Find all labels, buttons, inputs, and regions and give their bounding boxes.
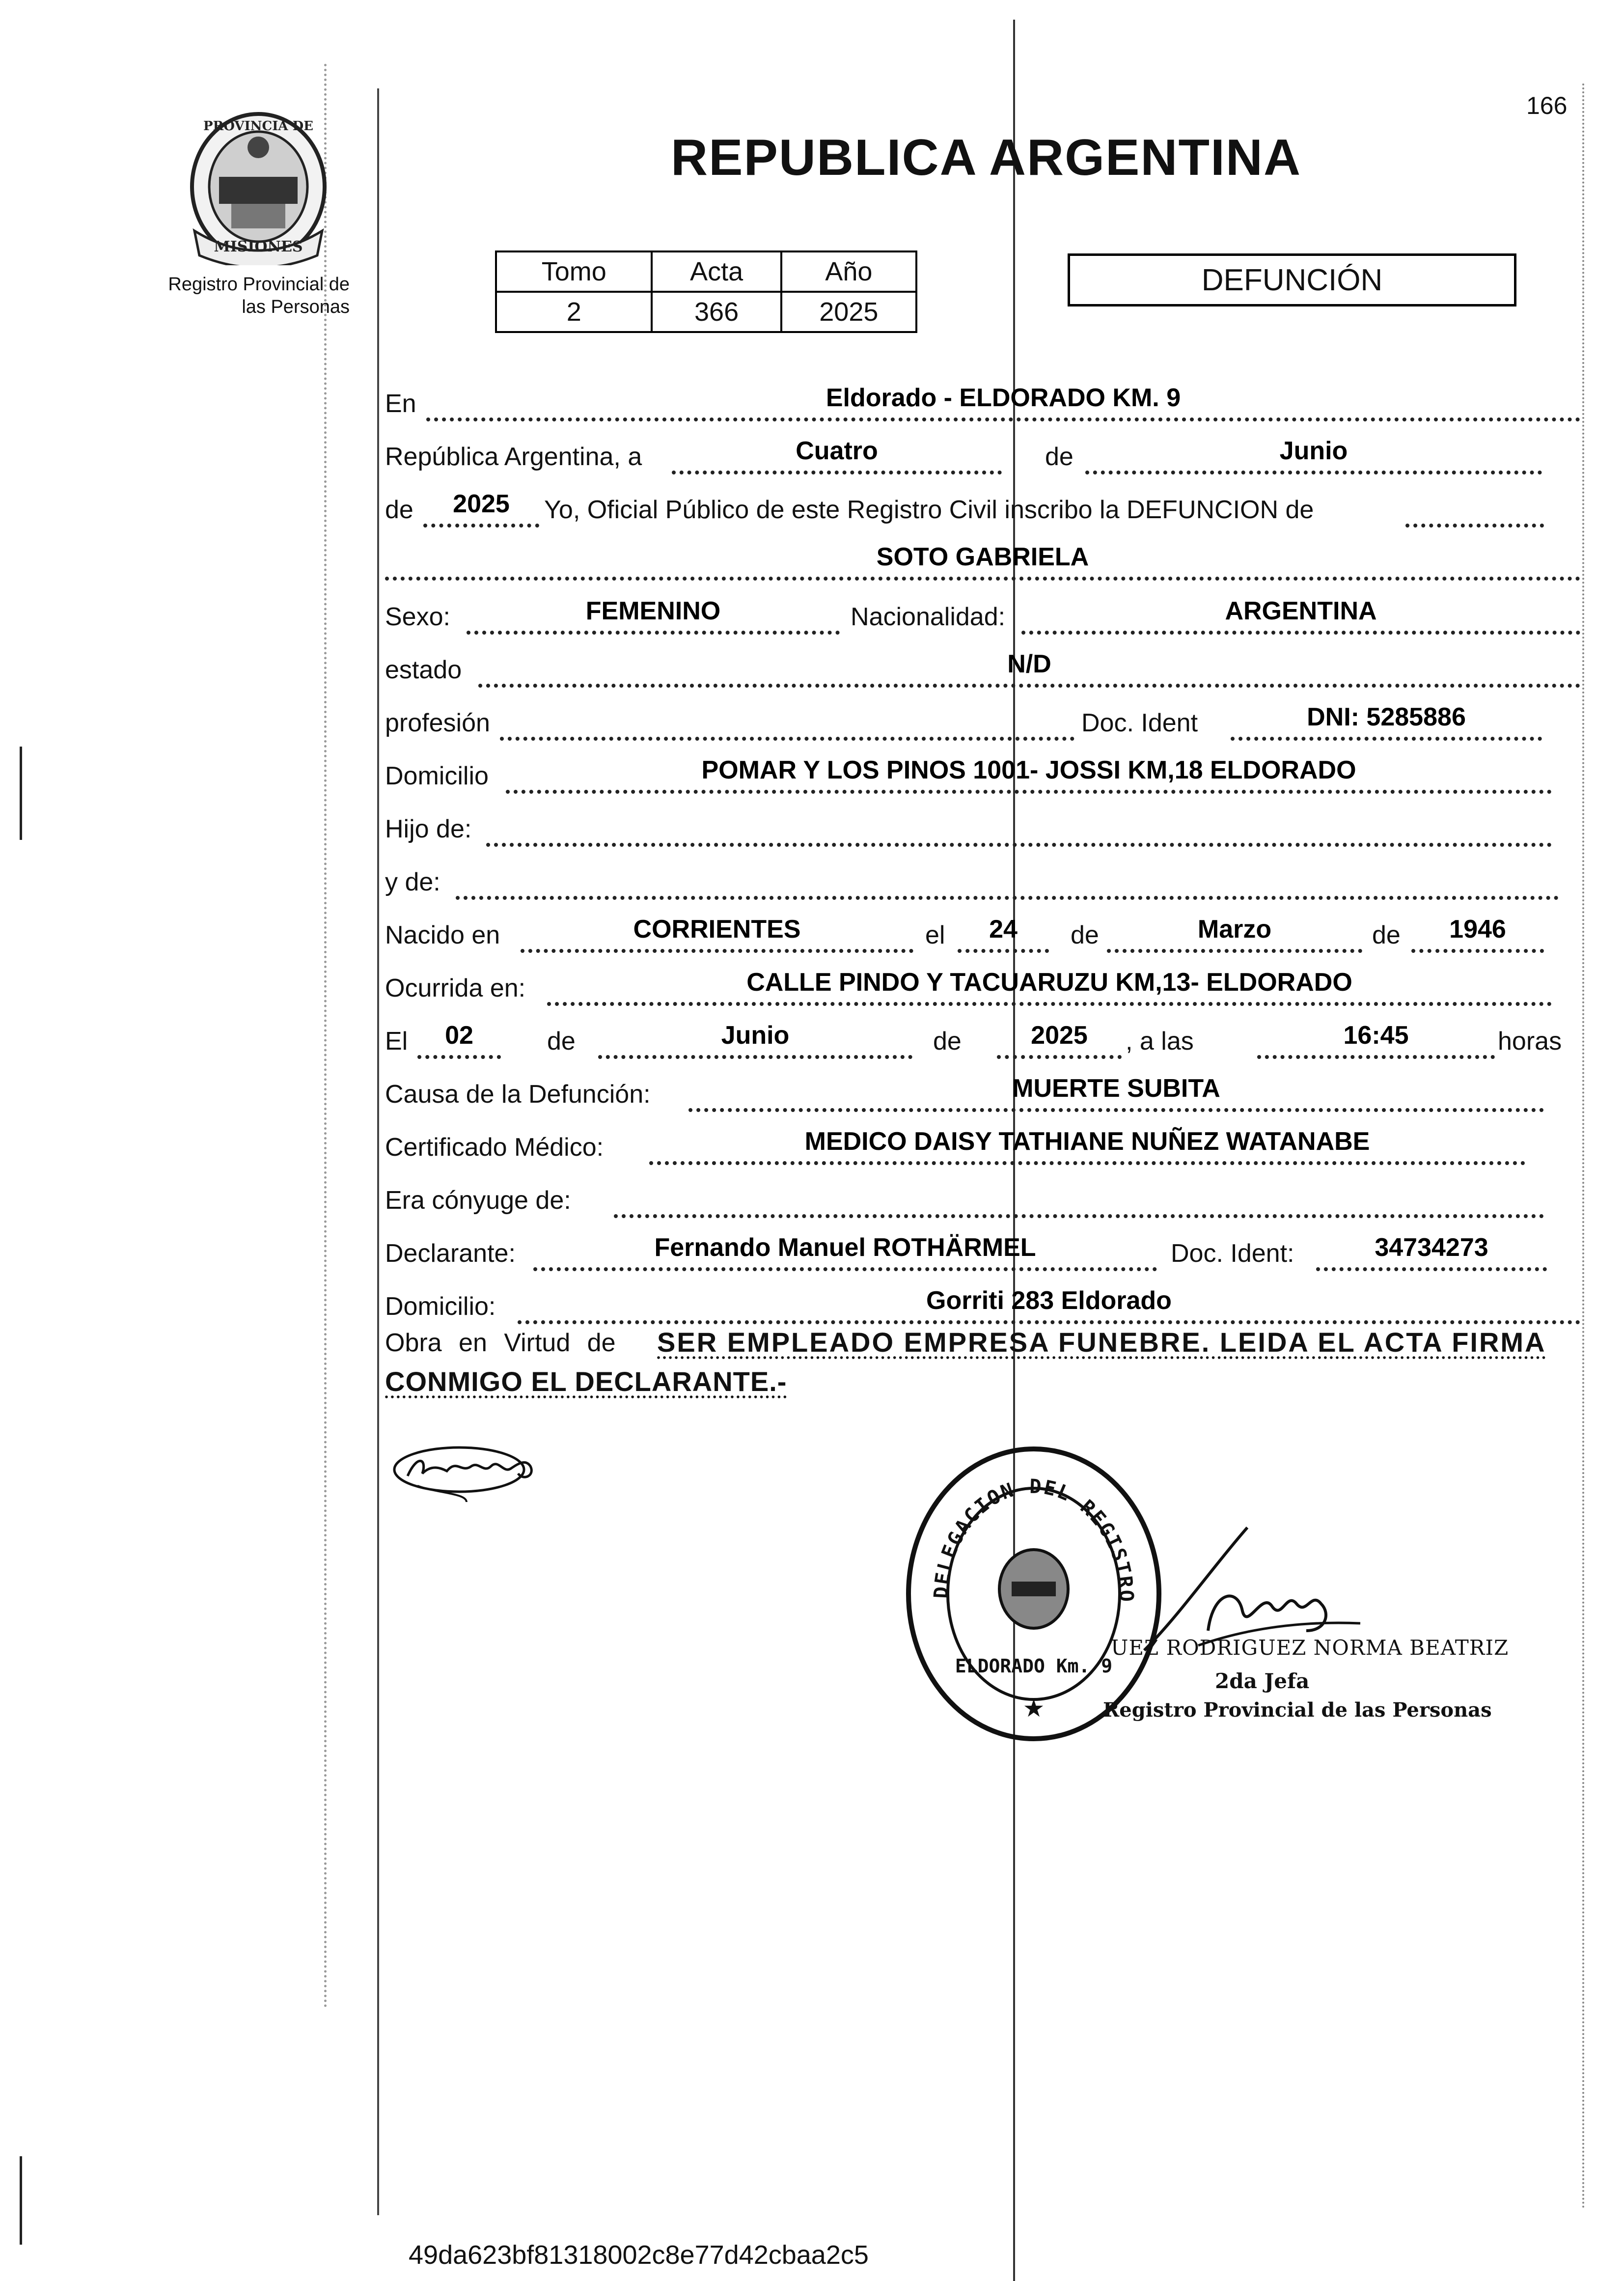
domicilio-dots [506, 790, 1552, 794]
nac-mes-value: Marzo [1197, 915, 1272, 944]
causa-value: MUERTE SUBITA [1012, 1074, 1220, 1103]
registro-value-anio: 2025 [781, 292, 916, 332]
def-dia-dots [417, 1055, 501, 1059]
registro-header-tomo: Tomo [496, 251, 652, 292]
page-right-margin-line [1582, 83, 1584, 2210]
nac-dia-dots [958, 949, 1049, 953]
declarante-signature [388, 1439, 555, 1513]
obra-label: Obra en Virtud de [385, 1329, 616, 1357]
el2-label: El [385, 1027, 408, 1056]
motivo-line2: CONMIGO EL DECLARANTE.- [385, 1366, 787, 1397]
dia-dots [672, 471, 1002, 474]
binding-mark-1 [20, 747, 22, 840]
registry-caption [168, 273, 350, 318]
de-label-3: de [1071, 921, 1099, 949]
nacido-label: Nacido en [385, 921, 500, 949]
emblem-text-bottom: MISIONES [214, 238, 303, 255]
registry-caption-line1: Registro Provincial de [168, 274, 350, 295]
oficial-text: Yo, Oficial Público de este Registro Civil inscribo la DEFUNCION de [544, 496, 1314, 524]
def-anio-dots [997, 1055, 1122, 1059]
stamp-circular-text: DELEGACION DEL REGISTRO [930, 1475, 1138, 1604]
en-label: En [385, 389, 416, 418]
page-left-margin-line [377, 88, 379, 2215]
decl-doc-value: 34734273 [1375, 1233, 1488, 1262]
province-emblem [185, 108, 332, 265]
oficial-organismo: Registro Provincial de las Personas [1103, 1698, 1492, 1722]
def-mes-value: Junio [721, 1021, 790, 1050]
profesion-label: profesión [385, 709, 490, 737]
anio-value: 2025 [453, 490, 510, 518]
registro-value-row [496, 292, 916, 332]
document-title: REPUBLICA ARGENTINA [671, 129, 1302, 186]
profesion-dots [500, 737, 1074, 741]
tipo-acta: DEFUNCIÓN [1201, 263, 1383, 297]
nacionalidad-label: Nacionalidad: [851, 603, 1006, 631]
def-anio-value: 2025 [1031, 1021, 1088, 1050]
conyuge-label: Era cónyuge de: [385, 1186, 571, 1215]
sexo-dots [467, 631, 840, 635]
oficial-trailing-dots [1405, 524, 1544, 528]
registry-caption-line2: las Personas [242, 297, 350, 317]
tipo-acta-box [1068, 253, 1516, 306]
nacido-en-dots [521, 949, 913, 953]
ocurrida-value: CALLE PINDO Y TACUARUZU KM,13- ELDORADO [746, 968, 1352, 997]
decl-domicilio-dots [518, 1320, 1580, 1324]
mes-dots [1085, 471, 1542, 474]
declarante-value: Fernando Manuel ROTHÄRMEL [654, 1233, 1036, 1262]
hora-dots [1257, 1055, 1495, 1059]
declarante-label: Declarante: [385, 1239, 516, 1268]
registro-header-row [496, 251, 916, 292]
nacionalidad-dots [1021, 631, 1580, 635]
nac-anio-value: 1946 [1449, 915, 1506, 944]
el-label: el [925, 921, 945, 949]
hijo-de-dots [486, 843, 1552, 847]
page-number: 166 [1526, 92, 1568, 119]
decl-doc-label: Doc. Ident: [1171, 1239, 1294, 1268]
hijo-de-label: Hijo de: [385, 815, 472, 843]
def-mes-dots [598, 1055, 912, 1059]
registro-table [495, 250, 917, 333]
nacido-en-value: CORRIENTES [633, 915, 801, 944]
hora-value: 16:45 [1343, 1021, 1409, 1050]
nacionalidad-value: ARGENTINA [1225, 597, 1377, 625]
estado-value: N/D [1007, 650, 1051, 678]
oficial-nombre: UEZ RODRIGUEZ NORMA BEATRIZ [1111, 1636, 1509, 1660]
sexo-label: Sexo: [385, 603, 450, 631]
registro-value-acta: 366 [652, 292, 781, 332]
nac-anio-dots [1411, 949, 1544, 953]
estado-label: estado [385, 656, 462, 684]
republica-label: República Argentina, a [385, 443, 642, 471]
doc-ident-label: Doc. Ident [1081, 709, 1198, 737]
certificado-value: MEDICO DAISY TATHIANE NUÑEZ WATANABE [804, 1127, 1370, 1156]
nac-mes-dots [1107, 949, 1362, 953]
emblem-text-top: PROVINCIA DE [203, 119, 313, 134]
dia-value: Cuatro [796, 437, 878, 465]
anio-dots [423, 524, 539, 528]
y-de-dots [456, 896, 1559, 900]
causa-dots [688, 1108, 1544, 1112]
domicilio-value: POMAR Y LOS PINOS 1001- JOSSI KM,18 ELDORADO [701, 756, 1356, 784]
scan-edge-dots [324, 64, 327, 2009]
y-de-label: y de: [385, 868, 440, 896]
ocurrida-dots [547, 1002, 1552, 1006]
nac-dia-value: 24 [989, 915, 1018, 944]
certificado-label: Certificado Médico: [385, 1133, 604, 1162]
estado-dots [478, 684, 1580, 688]
de-label-2: de [385, 496, 413, 524]
conyuge-dots [614, 1214, 1544, 1218]
lugar-value: Eldorado - ELDORADO KM. 9 [826, 384, 1181, 412]
binding-mark-2 [20, 2156, 22, 2245]
mes-value: Junio [1279, 437, 1348, 465]
de-label-1: de [1045, 443, 1073, 471]
registro-header-anio: Año [781, 251, 916, 292]
nombre-dots [385, 577, 1580, 581]
stamp-inner-text: ELDORADO Km. 9 [955, 1655, 1113, 1677]
domicilio-label: Domicilio [385, 762, 489, 790]
certificado-dots [649, 1161, 1525, 1165]
def-dia-value: 02 [445, 1021, 473, 1050]
horas-label: horas [1498, 1027, 1562, 1056]
decl-domicilio-label: Domicilio: [385, 1292, 496, 1321]
de-label-4: de [1372, 921, 1401, 949]
en-dots [426, 417, 1580, 421]
decl-doc-dots [1316, 1267, 1547, 1271]
oficial-cargo: 2da Jefa [1215, 1669, 1310, 1693]
causa-label: Causa de la Defunción: [385, 1080, 651, 1109]
nombre-value: SOTO GABRIELA [876, 543, 1089, 571]
de-label-5: de [547, 1027, 576, 1056]
decl-domicilio-value: Gorriti 283 Eldorado [926, 1286, 1172, 1315]
doc-ident-value: DNI: 5285886 [1307, 703, 1466, 731]
sexo-value: FEMENINO [585, 597, 721, 625]
document-hash: 49da623bf81318002c8e77d42cbaa2c5 [409, 2240, 869, 2270]
svg-text:★: ★ [1022, 1694, 1045, 1723]
motivo-line1: SER EMPLEADO EMPRESA FUNEBRE. LEIDA EL ACTA FIRMA [657, 1327, 1546, 1358]
declarante-dots [533, 1267, 1157, 1271]
a-las-label: , a las [1126, 1027, 1194, 1056]
registro-value-tomo: 2 [496, 292, 652, 332]
registro-header-acta: Acta [652, 251, 781, 292]
doc-ident-dots [1231, 737, 1542, 741]
ocurrida-label: Ocurrida en: [385, 974, 526, 1002]
de-label-6: de [933, 1027, 962, 1056]
